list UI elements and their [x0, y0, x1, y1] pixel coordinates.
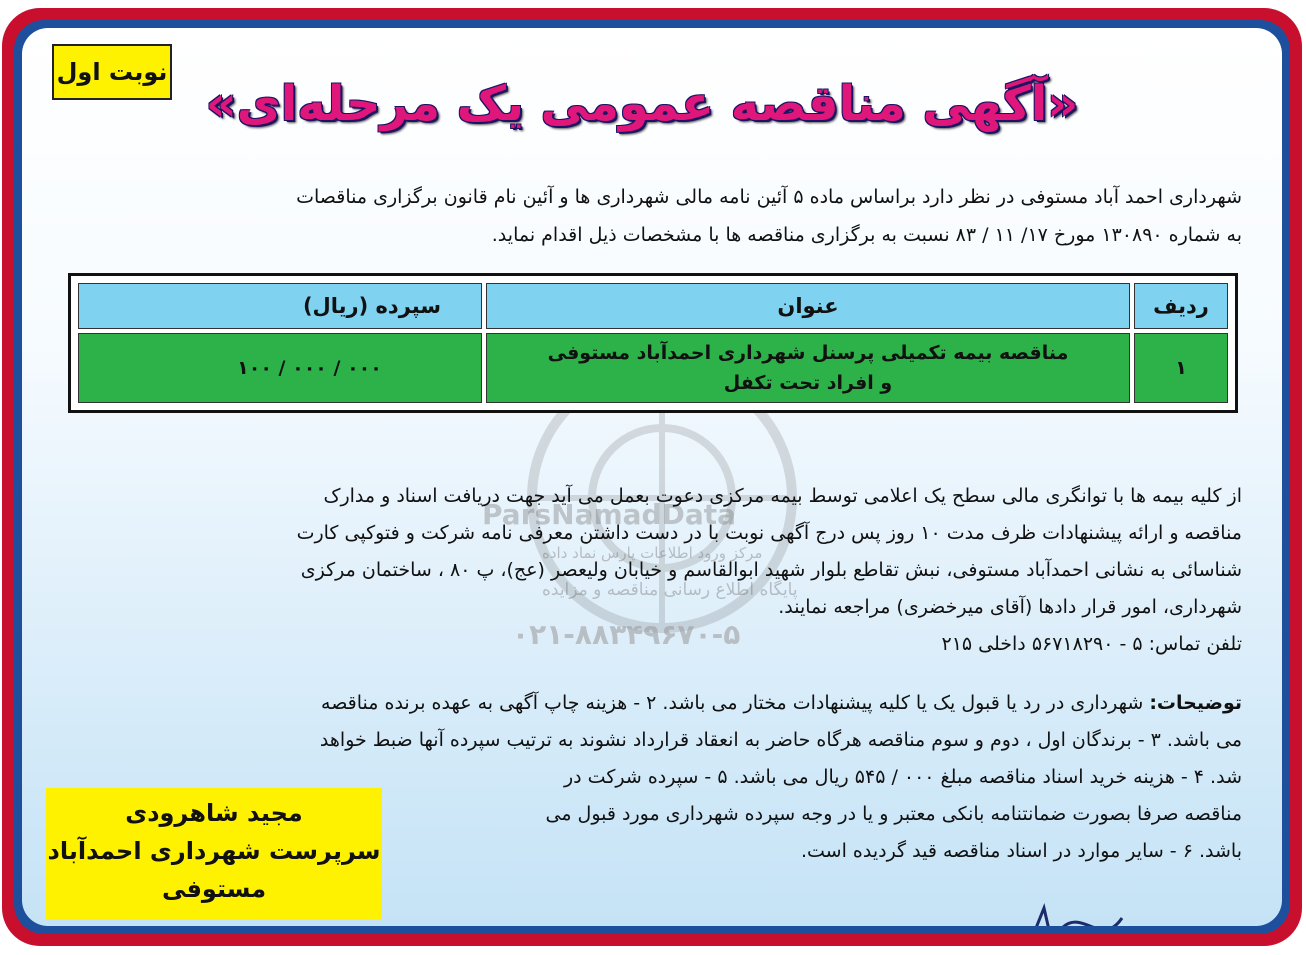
header-sepordeh: سپرده (ریال) — [78, 283, 482, 329]
ad-panel — [22, 28, 1282, 926]
signatory-role: مستوفی — [161, 875, 267, 903]
header-radif: ردیف — [1134, 283, 1228, 329]
cell-sepordeh: ۰۰۰ / ۰۰۰ / ۱۰۰ — [78, 333, 482, 403]
body-line: مناقصه و ارائه پیشنهادات ظرف مدت ۱۰ روز پس درج آگهی نوبت با در دست داشتن معرفی نامه شرکت و فتوکپی کارت — [296, 522, 1242, 544]
body-line: شهرداری، امور قرار دادها (آقای میرخضری) مراجعه نمایند. — [778, 596, 1242, 618]
cell-onvan-line: و افراد تحت تکفل — [723, 372, 893, 394]
table-header-row — [78, 283, 1228, 329]
signature-box — [46, 788, 382, 920]
notes-line: مناقصه صرفا بصورت ضمانتنامه بانکی معتبر و یا در وجه سپرده شهرداری مورد قبول می — [545, 803, 1242, 825]
contact-phone: تلفن تماس: ۵ - ۵۶۷۱۸۲۹۰ داخلی ۲۱۵ — [941, 633, 1242, 655]
watermark-brand: ParsNamadData — [482, 498, 736, 531]
notes-text: شهرداری در رد یا قبول یک یا کلیه پیشنهادات مختار می باشد. ۲ - هزینه چاپ آگهی به عهده برنده مناقصه — [321, 692, 1144, 714]
cell-onvan — [486, 333, 1130, 403]
invitation-paragraph — [62, 478, 1242, 663]
body-line: شناسائی به نشانی احمدآباد مستوفی، نبش تقاطع بلوار شهید ابوالقاسم و خیابان ولیعصر (عج)، پ ۸۰ ، ساختمان مرکزی — [300, 559, 1242, 581]
ad-title: «آگهی مناقصه عمومی یک مرحله‌ای» — [205, 76, 1079, 132]
cell-radif: ۱ — [1134, 333, 1228, 403]
table-row — [78, 333, 1228, 403]
header-onvan: عنوان — [486, 283, 1130, 329]
notes-line — [62, 685, 1242, 722]
notes-line: باشد. ۶ - سایر موارد در اسناد مناقصه قید گردیده است. — [800, 840, 1242, 862]
tender-table-grid — [74, 279, 1232, 407]
intro-line: شهرداری احمد آباد مستوفی در نظر دارد براساس ماده ۵ آئین نامه مالی شهرداری ها و آئین نام قانون برگزاری مناقصات — [296, 186, 1242, 208]
watermark-caption: پایگاه اطلاع رسانی مناقصه و مزایده — [542, 580, 798, 600]
intro-paragraph — [62, 178, 1242, 254]
watermark-caption: مرکز ورود اطلاعات پارس نماد داده — [542, 544, 763, 562]
tender-table — [68, 273, 1238, 413]
watermark-phone: ۰۲۱-۸۸۳۴۹۶۷۰-۵ — [512, 618, 741, 651]
body-line: از کلیه بیمه ها با توانگری مالی سطح یک اعلامی توسط بیمه مرکزی دعوت بعمل می آید جهت دریافت اسناد و مدارک — [323, 485, 1242, 507]
cell-onvan-line: مناقصه بیمه تکمیلی پرسنل شهرداری احمدآباد مستوفی — [547, 342, 1069, 364]
notes-line: شد. ۴ - هزینه خرید اسناد مناقصه مبلغ ۰۰۰ / ۵۴۵ ریال می باشد. ۵ - سپرده شرکت در — [564, 766, 1242, 788]
intro-line: به شماره ۱۳۰۸۹۰ مورخ ۱۷/ ۱۱ / ۸۳ نسبت به برگزاری مناقصه ها با مشخصات ذیل اقدام نماید. — [491, 224, 1242, 246]
signatory-role: سرپرست شهرداری احمدآباد — [47, 837, 381, 865]
signatory-name: مجید شاهرودی — [125, 799, 303, 827]
notes-label: توضیحات: — [1149, 692, 1242, 714]
notes-line: می باشد. ۳ - برندگان اول ، دوم و سوم مناقصه هرگاه حاضر به انعقاد قرارداد نشوند به ترتیب سپرده آنها ضبط خواهد — [319, 729, 1242, 751]
edition-badge: نوبت اول — [52, 44, 172, 100]
signature-scribble-icon — [1022, 898, 1162, 926]
